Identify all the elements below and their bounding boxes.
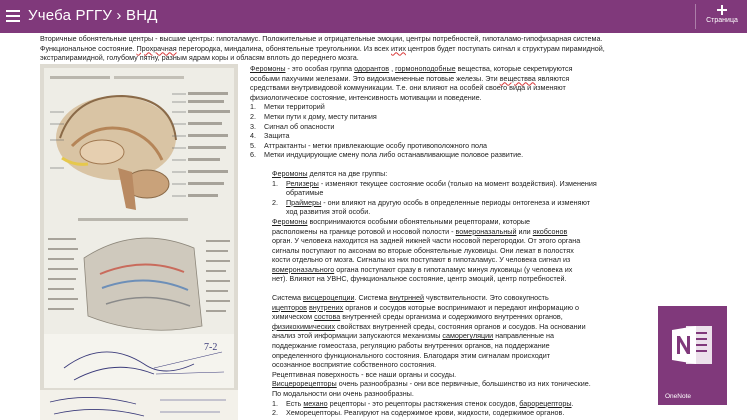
- marks-list: [250, 102, 604, 160]
- groups-list: [272, 179, 604, 217]
- text-line: особыми пахучими железами. Это видоизмененные потовые железы. Эти веществва являются: [250, 73, 570, 83]
- list-item: ход развития этой особи.: [286, 207, 371, 217]
- list-item: 4. Защита: [250, 131, 290, 141]
- receptors-list: [272, 399, 604, 418]
- brain-diagram-illustration: [44, 68, 234, 388]
- text-line: осознанное восприятие собственного состояния.: [272, 360, 437, 370]
- svg-text:7-2: 7-2: [204, 342, 218, 353]
- text-line: Феромоны делятся на две группы:: [272, 168, 388, 178]
- notebook-breadcrumb[interactable]: Учеба РГГУ › ВНД: [28, 7, 158, 24]
- text-line: кости отдельно от мозга. Сигналы из них поступают в гипоталамус. У человека сигнал из: [272, 255, 571, 265]
- onenote-tile-label: OneNote: [665, 393, 692, 400]
- list-item: 1. Релизеры - изменяют текущее состояние особи (только на момент воздействия). Изменения: [272, 178, 597, 188]
- text-line: орган. У человека находится на задней нижней части носовой перегородки. От этого органа: [272, 236, 581, 246]
- list-item: 2. Праймеры - они влияют на другую особь в определенные периоды онтогенеза и изменяют: [272, 197, 590, 207]
- text-line: расположены на границе ротовой и носовой полости - вомероназальный или якобсонов: [272, 226, 568, 236]
- list-item: 6. Метки индуцирующие смену пола либо останавливающие половое развитие.: [250, 150, 524, 160]
- note-right-column[interactable]: [250, 64, 604, 418]
- text-line: физиологическое состояние, интенсивность мотивации и поведение.: [250, 92, 482, 102]
- visceroception-section: [250, 293, 604, 418]
- onenote-app-tile[interactable]: [658, 306, 727, 405]
- text-line: Феромоны воспринимаются особыми обонятельными рецепторами, которые: [272, 216, 530, 226]
- text-line: сигналы поступают по аксонам во вторые обонятельные луковицы. Они лежат в полостях: [272, 245, 574, 255]
- notebook-page-photo: [44, 68, 234, 388]
- text-line: нет). Влияют на УВНС, функциональное состояние, центр эмоций, центр потребностей.: [272, 274, 567, 284]
- notebook-page-photo-2: [40, 390, 238, 420]
- text-line: средствами внутривидовой коммуникации. Т.е. они влияют на особей своего вида и изменяют: [250, 83, 566, 93]
- list-item: 2. Хеморецепторы. Реагируют на содержимое крови, жидкости, содержимое органов.: [272, 408, 565, 418]
- app-title-bar: [0, 0, 747, 33]
- text-line: По модальности они очень разнообразны.: [272, 389, 414, 398]
- intro-line: Вторичные обонятельные центры - высшие центры: гипоталамус. Положительные и отрицательные эмоции, центры потребностей, гипоталамо-гипофизарная система.: [40, 34, 603, 43]
- text-line: анализ этой информации запускаются механизмы саморегуляции направленные на: [272, 331, 554, 341]
- hamburger-menu-icon[interactable]: [6, 7, 20, 25]
- handwritten-notes-illustration: [40, 390, 238, 420]
- onenote-logo-icon: [672, 322, 714, 368]
- pheromone-groups: [250, 169, 604, 284]
- text-line: Рецептивная поверхность - все наши органы и сосуды.: [272, 369, 457, 379]
- note-intro[interactable]: [40, 34, 648, 63]
- divider: [695, 4, 696, 29]
- text-line: Висцерорецепторы очень разнообразны - они все первичные, большинство из них тонические.: [272, 379, 591, 389]
- add-page-icon: [717, 5, 727, 15]
- intro-line: экстрапирамидной, голубому пятну, разным ядрам коры и обласям вплоть до переднего мозга.: [40, 53, 359, 63]
- list-item: 2. Метки пути к дому, месту питания: [250, 111, 377, 121]
- text-line: вомероназального органа поступают сразу в гипоталамус минуя луковицы (у человека их: [272, 264, 573, 274]
- list-item: 1. Есть механо рецепторы - это рецепторы растяжения стенок сосудов, барорецепторы.: [272, 398, 574, 408]
- intro-line: Функциональное состояние. Прохрачная перегородка, миндалина, обонятельные треугольники. Из всех итих центров будет поступать сигнал к структурам пирамидной,: [40, 43, 605, 53]
- list-item: 3. Сигнал об опасности: [250, 121, 335, 131]
- text-line: Система висцероцепции. Система внутрнней чувствительности. Это совокупность: [272, 293, 549, 303]
- text-line: поддержание гомеостаза, регуляцию работы внутренних органов, на поддержание: [272, 341, 550, 351]
- text-line: химическом состова внутренней среды организма и содержимого внутренних органов,: [272, 312, 563, 322]
- text-line: ицепторов внутрених органов и сосудов которые воспринимают и передают информацию о: [272, 302, 579, 312]
- pheromones-definition: Феромоны - это особая группа одорантов , гормоноподобные вещества, которые секретируются: [250, 64, 573, 73]
- embedded-photo[interactable]: [40, 64, 238, 420]
- text-line: определенного функционального состояния. Благодаря этим сигналам происходит: [272, 350, 551, 360]
- add-page-button[interactable]: [704, 3, 740, 31]
- list-item: 5. Аттрактанты - метки привлекающие особу противоположного пола: [250, 140, 488, 150]
- list-item: 1. Метки территорий: [250, 102, 325, 112]
- add-page-label: Страница: [706, 17, 738, 24]
- text-line: физикохимических свойствах внутренней среды, состояния органов и сосудов. На основании: [272, 321, 586, 331]
- list-item: обратимые: [286, 188, 324, 198]
